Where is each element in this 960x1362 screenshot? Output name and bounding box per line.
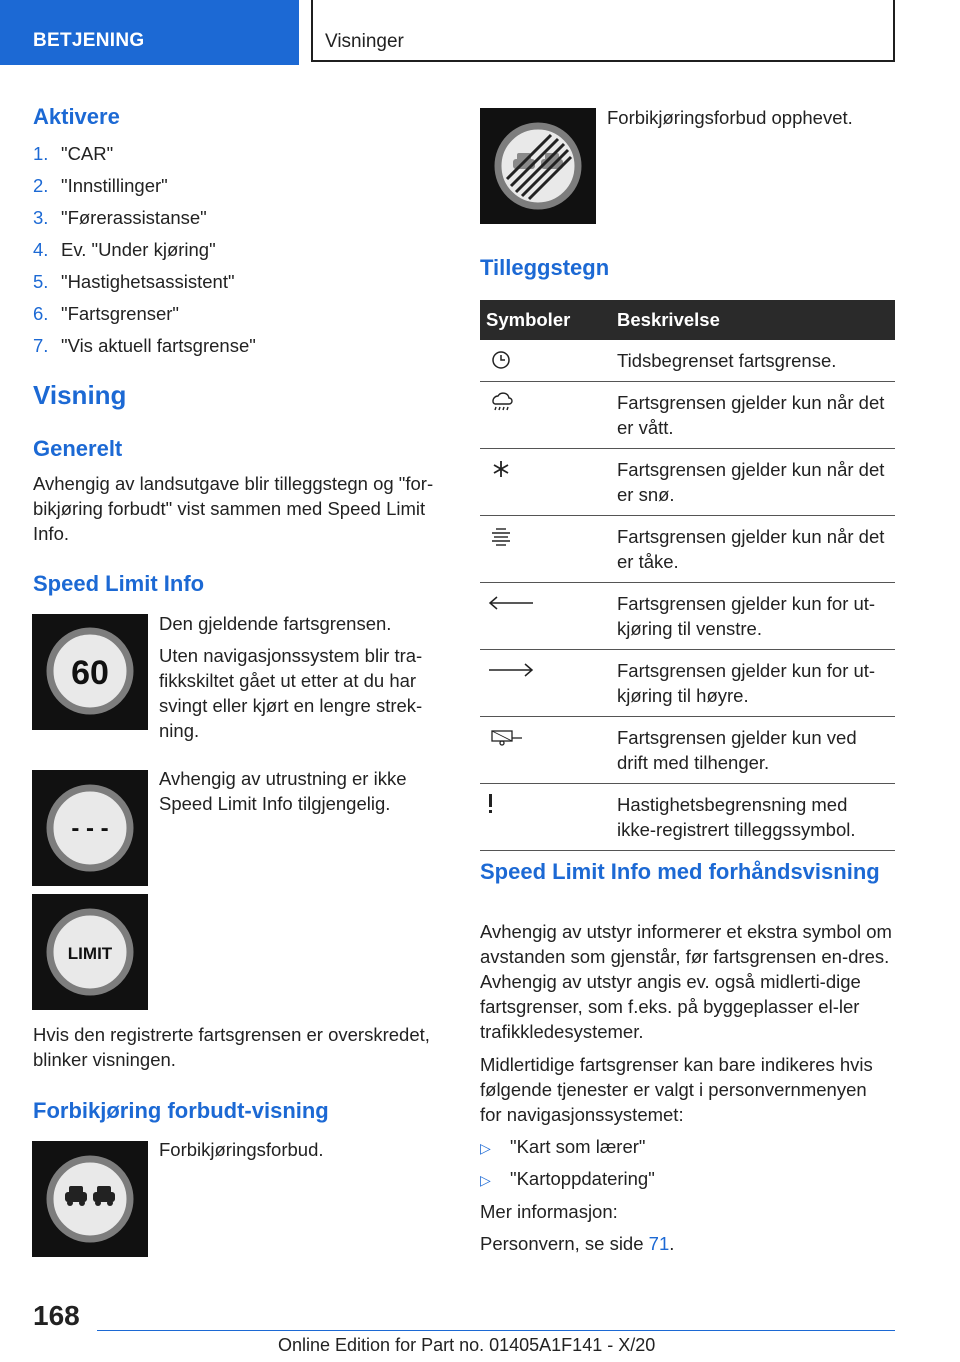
speed-limit-limit-sign — [32, 894, 148, 1010]
list-item: ▷ "Kart som lærer" — [480, 1136, 646, 1157]
sli-heading: Speed Limit Info — [33, 571, 205, 596]
fog-icon — [486, 524, 516, 548]
table-row — [480, 784, 895, 851]
snow-icon — [486, 457, 516, 481]
table-row — [480, 449, 895, 516]
table-cell: Fartsgrensen gjelder kun for ut-kjøring til høyre. — [617, 650, 895, 717]
list-item: 1. "CAR" — [33, 143, 114, 164]
no-overtaking-sign — [32, 1141, 148, 1257]
clock-icon — [486, 348, 516, 372]
table-row — [480, 583, 895, 650]
generelt-heading: Generelt — [33, 436, 123, 461]
exceed-text: Hvis den registrerte fartsgrensen er overskredet, blinker visningen. — [33, 1024, 430, 1070]
preview-text-2: Midlertidige fartsgrenser kan bare indikeres hvis følgende tjenester er valgt i personvernmenyen for navigasjonssystemet: — [480, 1054, 873, 1125]
exclamation-icon — [486, 792, 516, 816]
generelt-text: Avhengig av landsutgave blir tilleggstegn og "for-bikjøring forbudt" vist sammen med Speed Limit Info. — [33, 473, 434, 544]
rain-icon — [486, 390, 516, 414]
list-item: 4. Ev. "Under kjøring" — [33, 239, 216, 260]
supplementary-signs-table — [480, 300, 895, 851]
privacy-page-link[interactable]: 71 — [648, 1233, 670, 1254]
table-cell: Hastighetsbegrensning med ikke-registrert tilleggssymbol. — [617, 784, 895, 851]
speed-limit-60-sign — [32, 614, 148, 730]
overtake-text: Forbikjøringsforbud. — [159, 1139, 324, 1160]
preview-text-1: Avhengig av utstyr informerer et ekstra symbol om avstanden som gjenstår, før fartsgrensen en-dres. Avhengig av utstyr angis ev. også midlerti-dige fartsgrenser, som f.eks. på byggeplasser el-ler trafikkledesystemer. — [480, 921, 892, 1042]
speed-limit-unavailable-sign — [32, 770, 148, 886]
column-header-symbols: Symboler — [480, 300, 617, 340]
table-cell: Fartsgrensen gjelder kun når det er vått. — [617, 382, 895, 449]
list-item: 6. "Fartsgrenser" — [33, 303, 180, 324]
arrow-left-icon — [486, 591, 536, 615]
activate-heading: Aktivere — [33, 104, 120, 129]
sli-text-no-nav: Uten navigasjonssystem blir tra-fikkskiltet gået ut etter at du har svingt eller kjørt en lengre strek-ning. — [159, 645, 423, 741]
footer-divider — [97, 1330, 895, 1331]
preview-heading: Speed Limit Info med forhåndsvisning — [480, 859, 880, 884]
trailer-icon — [486, 725, 526, 749]
edition-text: Online Edition for Part no. 01405A1F141 - X/20 — [278, 1335, 656, 1355]
table-row — [480, 717, 895, 784]
table-cell: Fartsgrensen gjelder kun for ut-kjøring til venstre. — [617, 583, 895, 650]
table-row — [480, 516, 895, 583]
table-cell: Tidsbegrenset fartsgrense. — [617, 340, 895, 382]
table-cell: Fartsgrensen gjelder kun når det er snø. — [617, 449, 895, 516]
overtake-heading: Forbikjøring forbudt-visning — [33, 1098, 329, 1123]
column-header-description: Beskrivelse — [617, 300, 895, 340]
sign-dash-value: - - - — [71, 815, 109, 842]
list-item: 5. "Hastighetsassistent" — [33, 271, 235, 292]
table-row — [480, 382, 895, 449]
table-header-row — [480, 300, 895, 340]
table-cell: Fartsgrensen gjelder kun når det er tåke. — [617, 516, 895, 583]
list-item: 3. "Førerassistanse" — [33, 207, 207, 228]
section-label: BETJENING — [33, 30, 145, 51]
table-row — [480, 650, 895, 717]
sign-60-value: 60 — [71, 654, 109, 692]
overtaking-lifted-sign — [480, 108, 596, 224]
lifted-text: Forbikjøringsforbud opphevet. — [607, 107, 853, 128]
list-item: 7. "Vis aktuell fartsgrense" — [33, 335, 256, 356]
list-item: 2. "Innstillinger" — [33, 175, 168, 196]
supplementary-heading: Tilleggstegn — [480, 255, 610, 280]
arrow-right-icon — [486, 658, 536, 682]
activate-steps — [33, 141, 453, 365]
page-number: 168 — [33, 1300, 80, 1331]
page-title: Visninger — [325, 31, 404, 52]
sli-text-unavailable: Avhengig av utrustning er ikke Speed Limit Info tilgjengelig. — [159, 768, 407, 814]
sli-text-current: Den gjeldende fartsgrensen. — [159, 613, 392, 634]
visning-heading: Visning — [33, 380, 127, 410]
more-info-label: Mer informasjon: — [480, 1201, 618, 1222]
list-item: ▷ "Kartoppdatering" — [480, 1168, 655, 1189]
privacy-reference: Personvern, se side 71. — [480, 1233, 675, 1254]
privacy-bullets — [480, 1134, 892, 1198]
table-cell: Fartsgrensen gjelder kun ved drift med tilhenger. — [617, 717, 895, 784]
sign-limit-value: LIMIT — [67, 944, 113, 963]
table-row — [480, 340, 895, 382]
